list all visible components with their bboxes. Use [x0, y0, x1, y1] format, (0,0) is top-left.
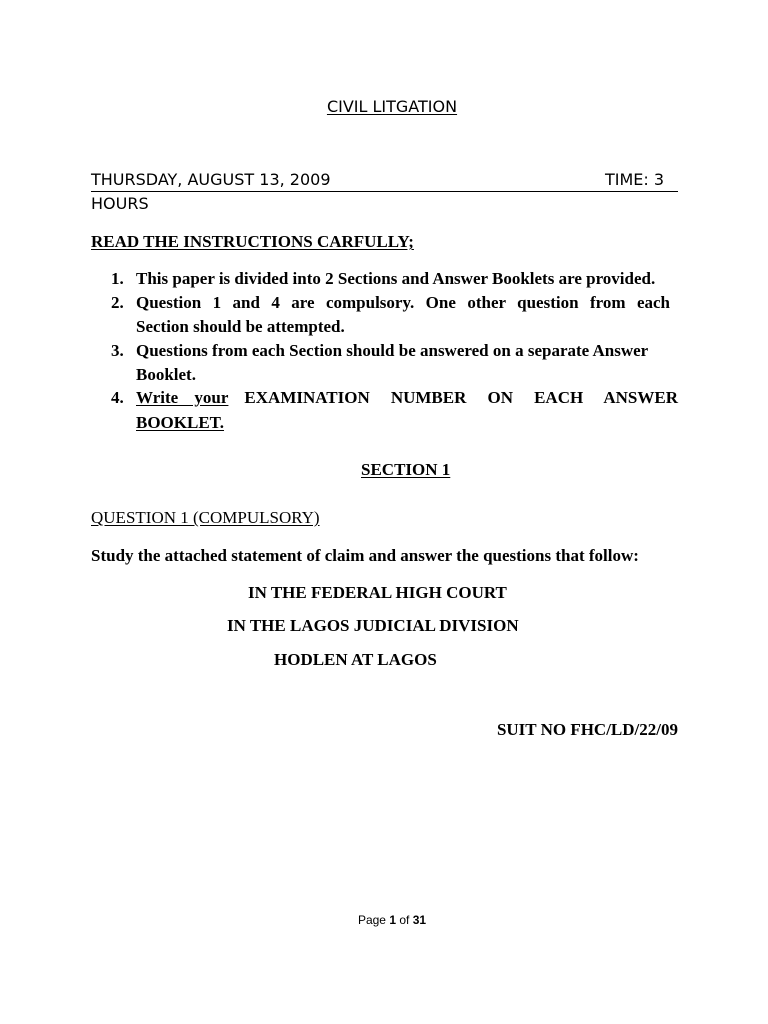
- suit-number: SUIT NO FHC/LD/22/09: [496, 720, 678, 739]
- instruction-number: 1.: [111, 269, 124, 288]
- instruction-text: Booklet.: [136, 365, 196, 384]
- current-page: 1: [389, 913, 396, 927]
- instruction-number: 3.: [111, 341, 124, 360]
- exam-time: TIME: 3: [605, 170, 665, 189]
- instruction-text: This paper is divided into 2 Sections and Answer Booklets are provided.: [136, 269, 656, 288]
- instruction-underlined-text: Write your: [136, 388, 229, 407]
- instruction-number: 2.: [111, 293, 124, 312]
- instructions-heading: READ THE INSTRUCTIONS CARFULLY;: [91, 232, 414, 251]
- exam-hours: HOURS: [91, 194, 149, 213]
- instruction-text: Section should be attempted.: [136, 317, 345, 336]
- of-word: of: [399, 913, 410, 927]
- instruction-emphasis-text: EXAMINATION NUMBER ON EACH ANSWER: [244, 388, 678, 407]
- court-division: IN THE LAGOS JUDICIAL DIVISION: [227, 616, 519, 635]
- instruction-text: Question 1 and 4 are compulsory. One other question from each: [136, 293, 670, 312]
- instruction-text: [136, 388, 678, 408]
- instruction-number: 4.: [111, 388, 124, 407]
- page-word: Page: [357, 913, 386, 927]
- question-heading: QUESTION 1 (COMPULSORY): [91, 508, 320, 527]
- document-title: CIVIL LITGATION: [326, 97, 458, 116]
- total-pages: 31: [412, 913, 427, 927]
- header-rule: [91, 191, 678, 192]
- instruction-text: Questions from each Section should be answered on a separate Answer: [136, 341, 649, 360]
- exam-date: THURSDAY, AUGUST 13, 2009: [91, 170, 331, 189]
- instruction-text: BOOKLET.: [136, 413, 225, 432]
- question-prompt: Study the attached statement of claim and answer the questions that follow:: [91, 546, 639, 565]
- court-location: HODLEN AT LAGOS: [274, 650, 437, 669]
- court-name: IN THE FEDERAL HIGH COURT: [248, 583, 507, 602]
- page-footer: [0, 913, 768, 927]
- section-heading: SECTION 1: [361, 460, 451, 479]
